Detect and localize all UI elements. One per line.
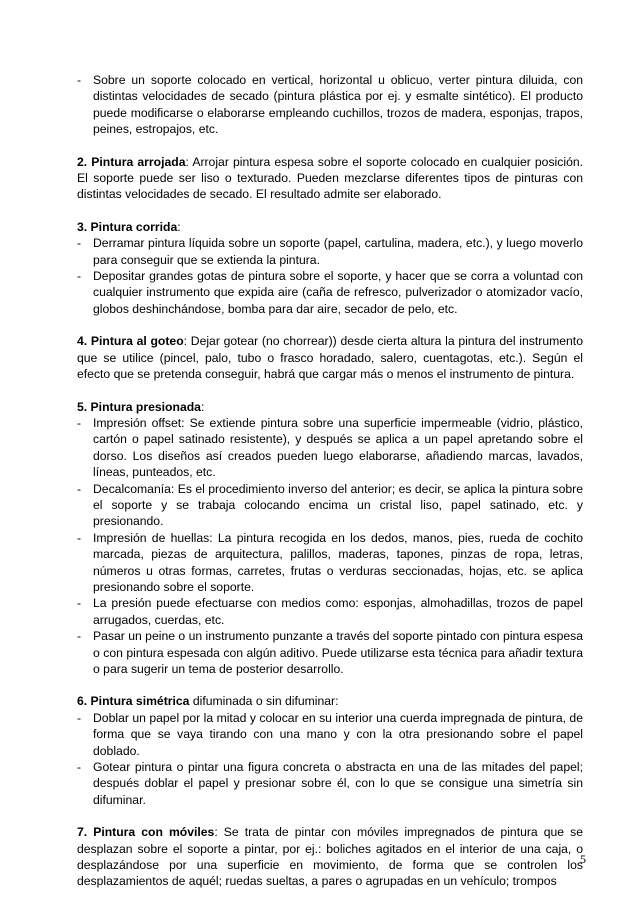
list-item: - Depositar grandes gotas de pintura sobre el soporte, y hacer que se corra a voluntad con cualquier instrumento que expida aire (caña de refresco, pulverizador o atomizador vacío, globos deshinchándose, bomba para dar aire, secador de pelo, etc. [77, 269, 583, 316]
section-4 [77, 333, 583, 382]
list-item-text: Pasar un peine o un instrumento punzante a través del soporte pintado con pintura espesa o con pintura espesada con algún aditivo. Puede utilizarse esta técnica para añadir textura o para sugerir un tema de posterior desarrollo. [93, 629, 583, 676]
list-item-text: Gotear pintura o pintar una figura concreta o abstracta en una de las mitades del papel; después doblar el papel y presionar sobre él, con lo que se consigue una simetría sin difuminar. [93, 760, 583, 807]
section-7-text: : Se trata de pintar con móviles impregnados de pintura que se desplazan sobre el soporte a pintar, por ej.: boliches agitados en el interior de una caja, o desplazándose por una superficie en movimiento, de forma que se controlen los desplazamientos de aquél; ruedas sueltas, a pares o agrupadas en un vehículo; trompos [77, 825, 583, 889]
list-item-text: La presión puede efectuarse con medios como: esponjas, almohadillas, trozos de papel arrugados, cuerdas, etc. [93, 596, 583, 627]
section-4-title: 4. Pintura al goteo [77, 334, 184, 349]
section-2-title: 2. Pintura arrojada [77, 154, 186, 169]
list-item-text: Derramar pintura líquida sobre un soporte (papel, cartulina, madera, etc.), y luego moverlo para conseguir que se extienda la pintura. [93, 236, 583, 267]
section-5-heading: 5. Pintura presionada: [77, 399, 205, 414]
section-6-heading [77, 693, 583, 709]
list-dash: - [77, 73, 82, 87]
list-item: - Decalcomanía: Es el procedimiento inverso del anterior; es decir, se aplica la pintura sobre el soporte y se trabaja colocando encima un cristal liso, papel satinado, etc. y presionando. [77, 481, 583, 529]
list-item: - Impresión de huellas: La pintura recogida en los dedos, manos, pies, rueda de cochito marcada, piezas de arquitectura, palillos, maderas, tapones, pinzas de ropa, letras, números u otras formas, carretes, frutas o verduras seccionadas, hojas, etc. se aplica presionando sobre el soporte. [77, 530, 583, 594]
section-7-title: 7. Pintura con móviles [77, 825, 215, 840]
list-item-text: Impresión offset: Se extiende pintura sobre una superficie impermeable (vidrio, plástico, cartón o papel satinado resistente), y después se aplica a un papel apretando sobre el dorso. Los diseños así creados pueden luego elaborarse, añadiendo marcas, lavados, líneas, punteados, etc. [93, 415, 583, 480]
section-6-title: 6. Pintura simétrica [77, 694, 190, 709]
section-4-text: : Dejar gotear (no chorrear)) desde cierta altura la pintura del instrumento que se utilice (pincel, palo, tubo o frasco horadado, salero, cuentagotas, etc.). Según el efecto que se pretenda conseguir, habrá que cargar más o menos el instrumento de pintura. [77, 334, 583, 382]
list-item [77, 72, 583, 138]
section-5-title: 5. Pintura presionada [77, 399, 201, 414]
list-item: - Impresión offset: Se extiende pintura sobre una superficie impermeable (vidrio, plástico, cartón o papel satinado resistente), y después se aplica a un papel apretando sobre el dorso. Los diseños así creados pueden luego elaborarse, añadiendo marcas, lavados, líneas, punteados, etc. [77, 415, 583, 480]
section-3-heading: 3. Pintura corrida: [77, 219, 181, 234]
section-6-subtitle: difuminada o sin difuminar: [189, 694, 339, 709]
section-3-title: 3. Pintura corrida [77, 219, 178, 234]
list-item: - Gotear pintura o pintar una figura concreta o abstracta en una de las mitades del papel; después doblar el papel y presionar sobre él, con lo que se consigue una simetría sin difuminar. [77, 760, 583, 807]
section-2 [77, 154, 583, 203]
page-number: 5 [580, 852, 586, 866]
list-item-text: Impresión de huellas: La pintura recogida en los dedos, manos, pies, rueda de cochito marcada, piezas de arquitectura, palillos, maderas, tapones, pinzas de ropa, letras, números u otras formas, carretes, frutas o verduras seccionadas, hojas, etc. se aplica presionando sobre el soporte. [93, 530, 583, 594]
list-item-text: Depositar grandes gotas de pintura sobre el soporte, y hacer que se corra a voluntad con cualquier instrumento que expida aire (caña de refresco, pulverizador o atomizador vacío, globos deshinchándose, bomba para dar aire, secador de pelo, etc. [93, 269, 583, 316]
section-7 [77, 824, 583, 890]
list-item: - Doblar un papel por la mitad y colocar en su interior una cuerda impregnada de pintura, de forma que se vaya tirando con una mano y con la otra presionando sobre el papel doblado. [77, 710, 583, 758]
list-item-text: Sobre un soporte colocado en vertical, horizontal u oblicuo, verter pintura diluida, con distintas velocidades de secado (pintura plástica por ej. y esmalte sintético). El producto puede modificarse o elaborarse empleando cuchillos, trozos de madera, esponjas, trapos, peines, estropajos, etc. [93, 73, 583, 137]
section-2-text: : Arrojar pintura espesa sobre el soporte colocado en cualquier posición. El soporte puede ser liso o texturado. Pueden mezclarse diferentes tipos de pinturas con distintas velocidades de secado. El resultado admite ser elaborado. [77, 154, 584, 202]
list-item: - La presión puede efectuarse con medios como: esponjas, almohadillas, trozos de papel arrugados, cuerdas, etc. [77, 596, 583, 627]
list-item: - Derramar pintura líquida sobre un soporte (papel, cartulina, madera, etc.), y luego moverlo para conseguir que se extienda la pintura. [77, 236, 583, 267]
page-content [77, 72, 583, 890]
list-item-text: Doblar un papel por la mitad y colocar en su interior una cuerda impregnada de pintura, de forma que se vaya tirando con una mano y con la otra presionando sobre el papel doblado. [93, 710, 583, 758]
list-item: - Pasar un peine o un instrumento punzante a través del soporte pintado con pintura espesa o con pintura espesada con algún aditivo. Puede utilizarse esta técnica para añadir textura o para sugerir un tema de posterior desarrollo. [77, 629, 583, 676]
list-item-text: Decalcomanía: Es el procedimiento inverso del anterior; es decir, se aplica la pintura sobre el soporte y se trabaja colocando encima un cristal liso, papel satinado, etc. y presionando. [93, 481, 583, 529]
